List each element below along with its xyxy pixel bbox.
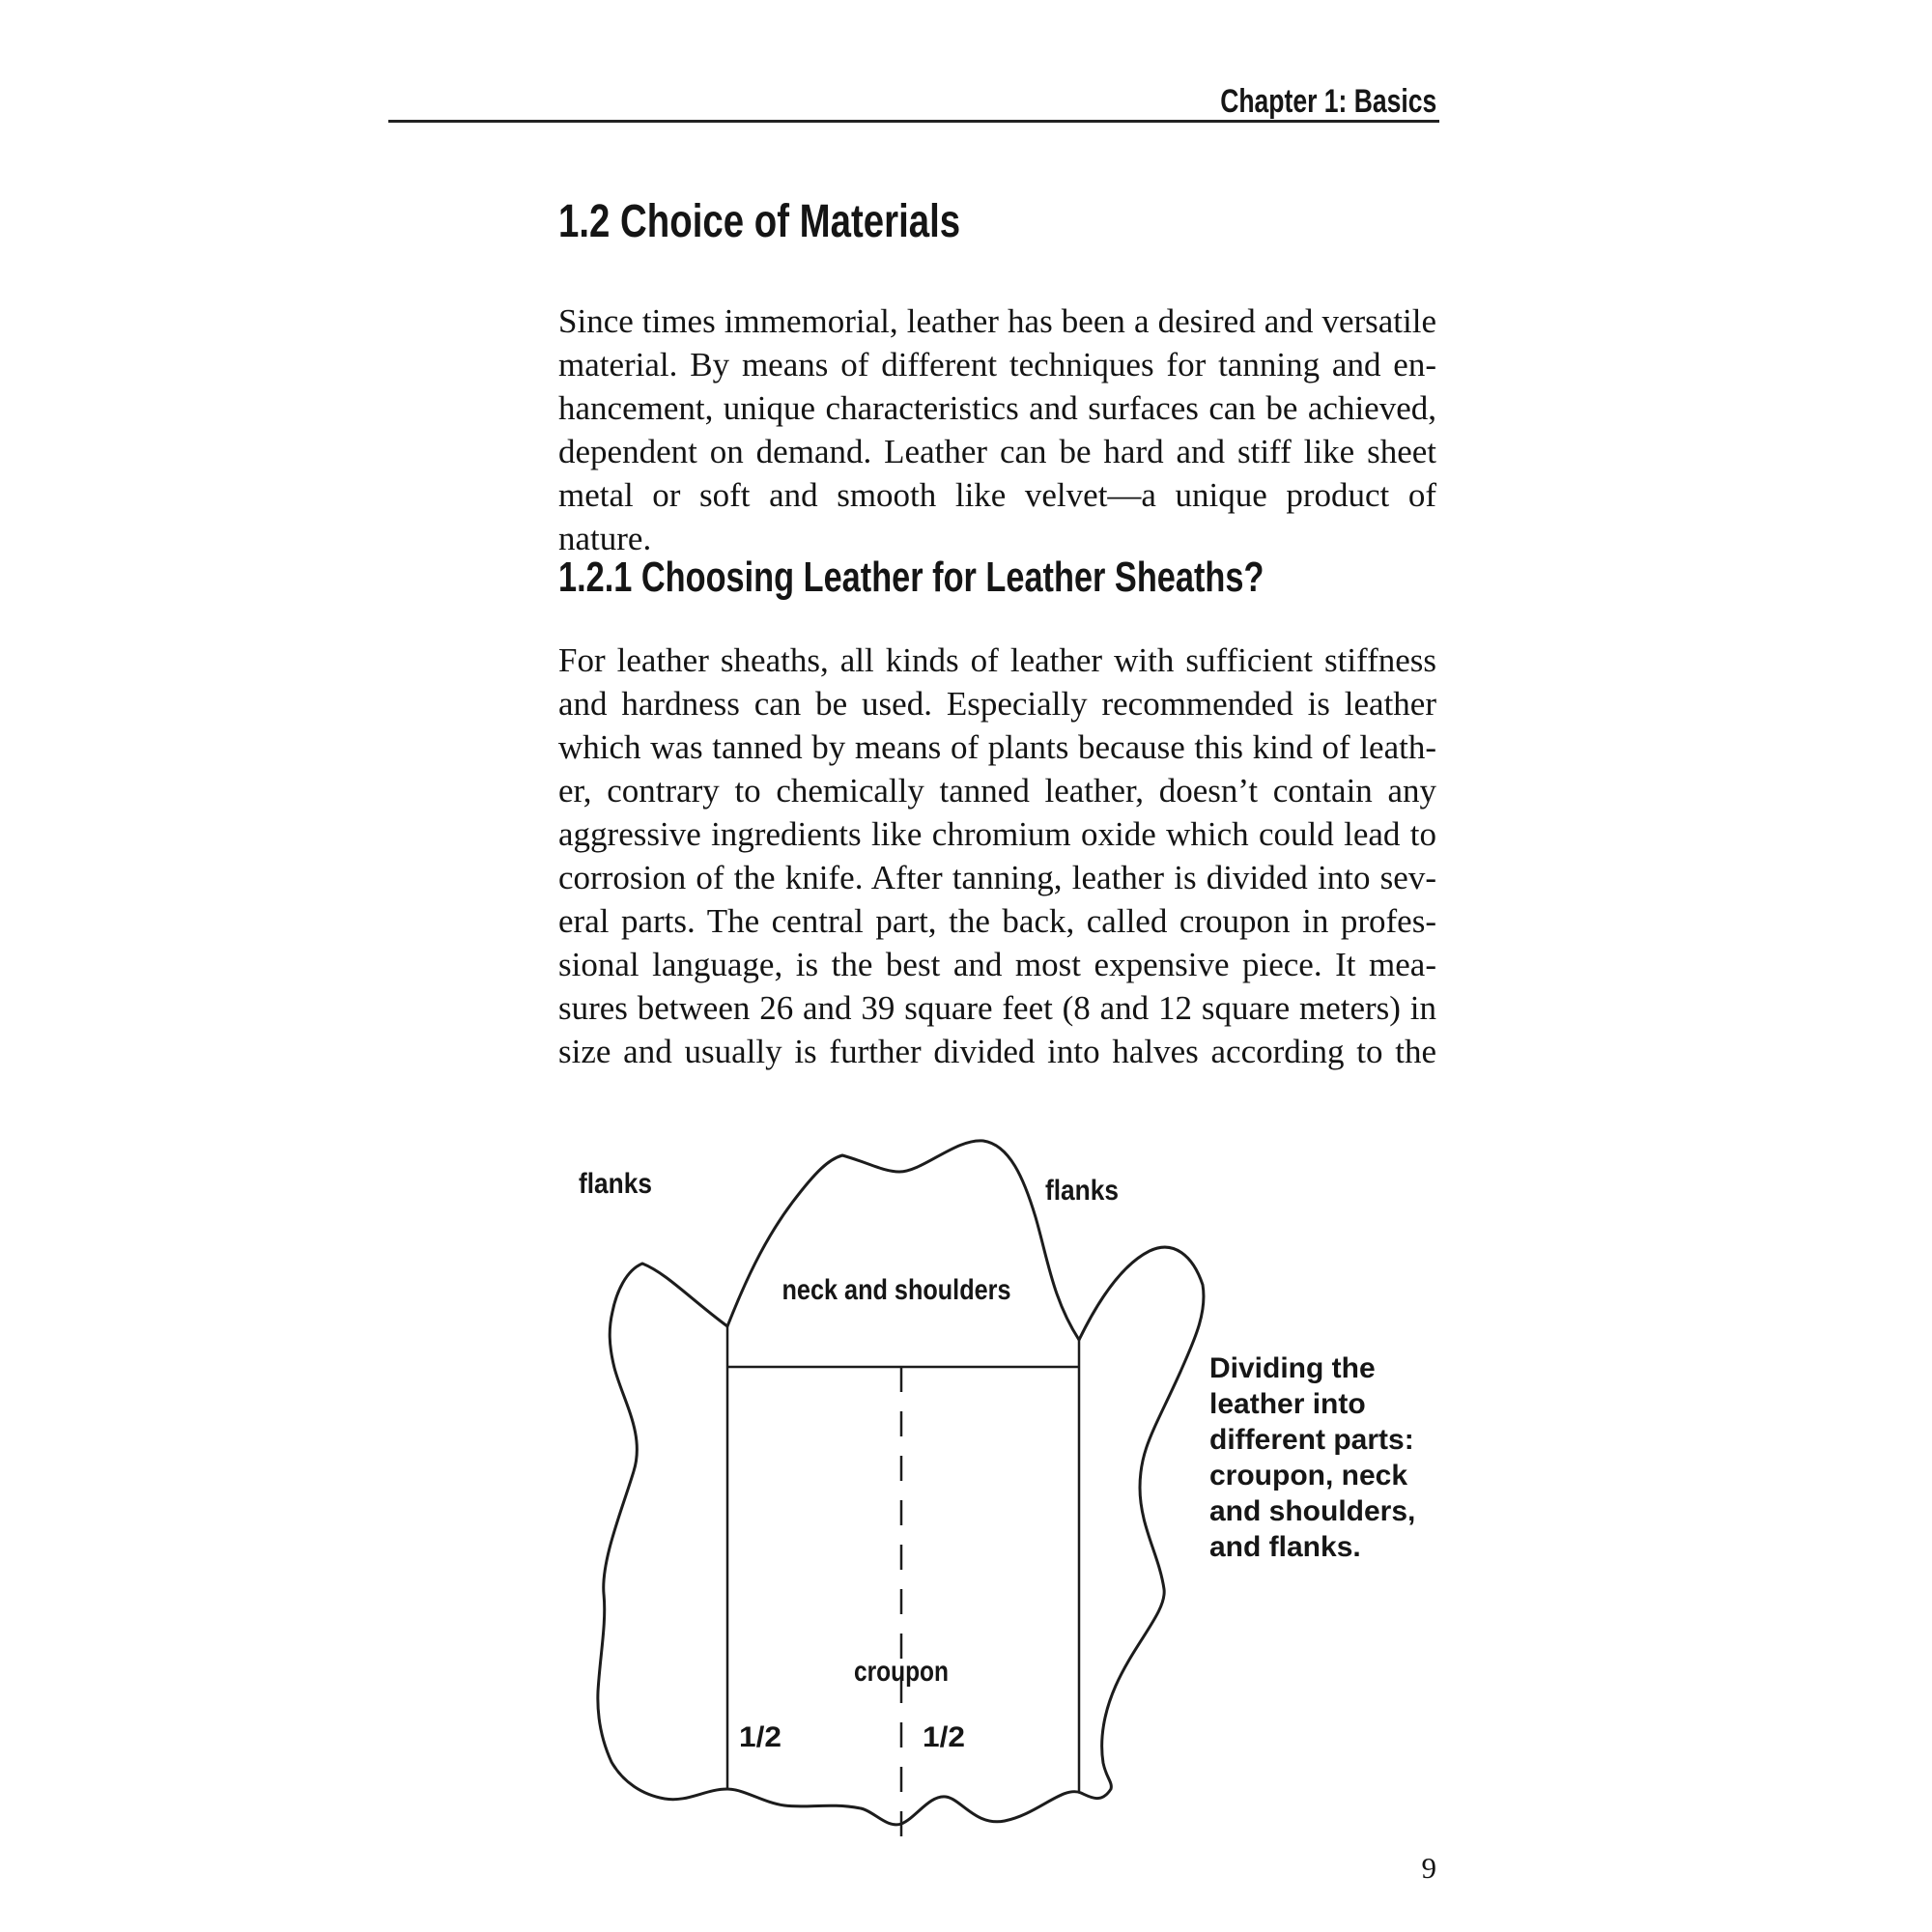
subsection-title: 1.2.1 Choosing Leather for Leather Sheaths?	[558, 554, 1264, 601]
text-line: and hardness can be used. Especially recommended is leather	[558, 685, 1436, 723]
label-flanks-left: flanks	[579, 1168, 652, 1200]
text-line: size and usually is further divided into halves according to the	[558, 1033, 1436, 1070]
text-line: er, contrary to chemically tanned leather, doesn’t contain any	[558, 772, 1436, 810]
text-line: hancement, unique characteristics and surfaces can be achieved,	[558, 389, 1436, 427]
text-line: For leather sheaths, all kinds of leather with sufficient stiffness	[558, 641, 1436, 679]
text-line: which was tanned by means of plants because this kind of leath-	[558, 728, 1436, 766]
label-croupon: croupon	[854, 1656, 949, 1688]
section-title: 1.2 Choice of Materials	[558, 196, 961, 247]
text-line: Since times immemorial, leather has been a desired and versatile	[558, 302, 1436, 340]
label-neck-and-shoulders: neck and shoulders	[781, 1274, 1011, 1306]
figure-caption: Dividing the leather into different parts: croupon, neck and shoulders, and flanks.	[1209, 1352, 1416, 1563]
label-half-right: 1/2	[923, 1721, 965, 1753]
label-flanks-right: flanks	[1045, 1175, 1119, 1207]
label-half-left: 1/2	[739, 1721, 781, 1753]
text-line: metal or soft and smooth like velvet—a unique product of nature.	[558, 476, 1436, 557]
text-line: eral parts. The central part, the back, called croupon in profes-	[558, 902, 1436, 940]
text-line: material. By means of different techniques for tanning and en-	[558, 346, 1436, 384]
text-line: corrosion of the knife. After tanning, leather is divided into sev-	[558, 859, 1436, 896]
text-line: sional language, is the best and most expensive piece. It mea-	[558, 946, 1436, 983]
page-number: 9	[1421, 1851, 1436, 1885]
text-line: aggressive ingredients like chromium oxide which could lead to	[558, 815, 1436, 853]
text-line: dependent on demand. Leather can be hard and stiff like sheet	[558, 433, 1436, 470]
running-header: Chapter 1: Basics	[1219, 83, 1436, 120]
text-line: sures between 26 and 39 square feet (8 and 12 square meters) in	[558, 989, 1436, 1027]
hide-outline	[598, 1141, 1204, 1825]
